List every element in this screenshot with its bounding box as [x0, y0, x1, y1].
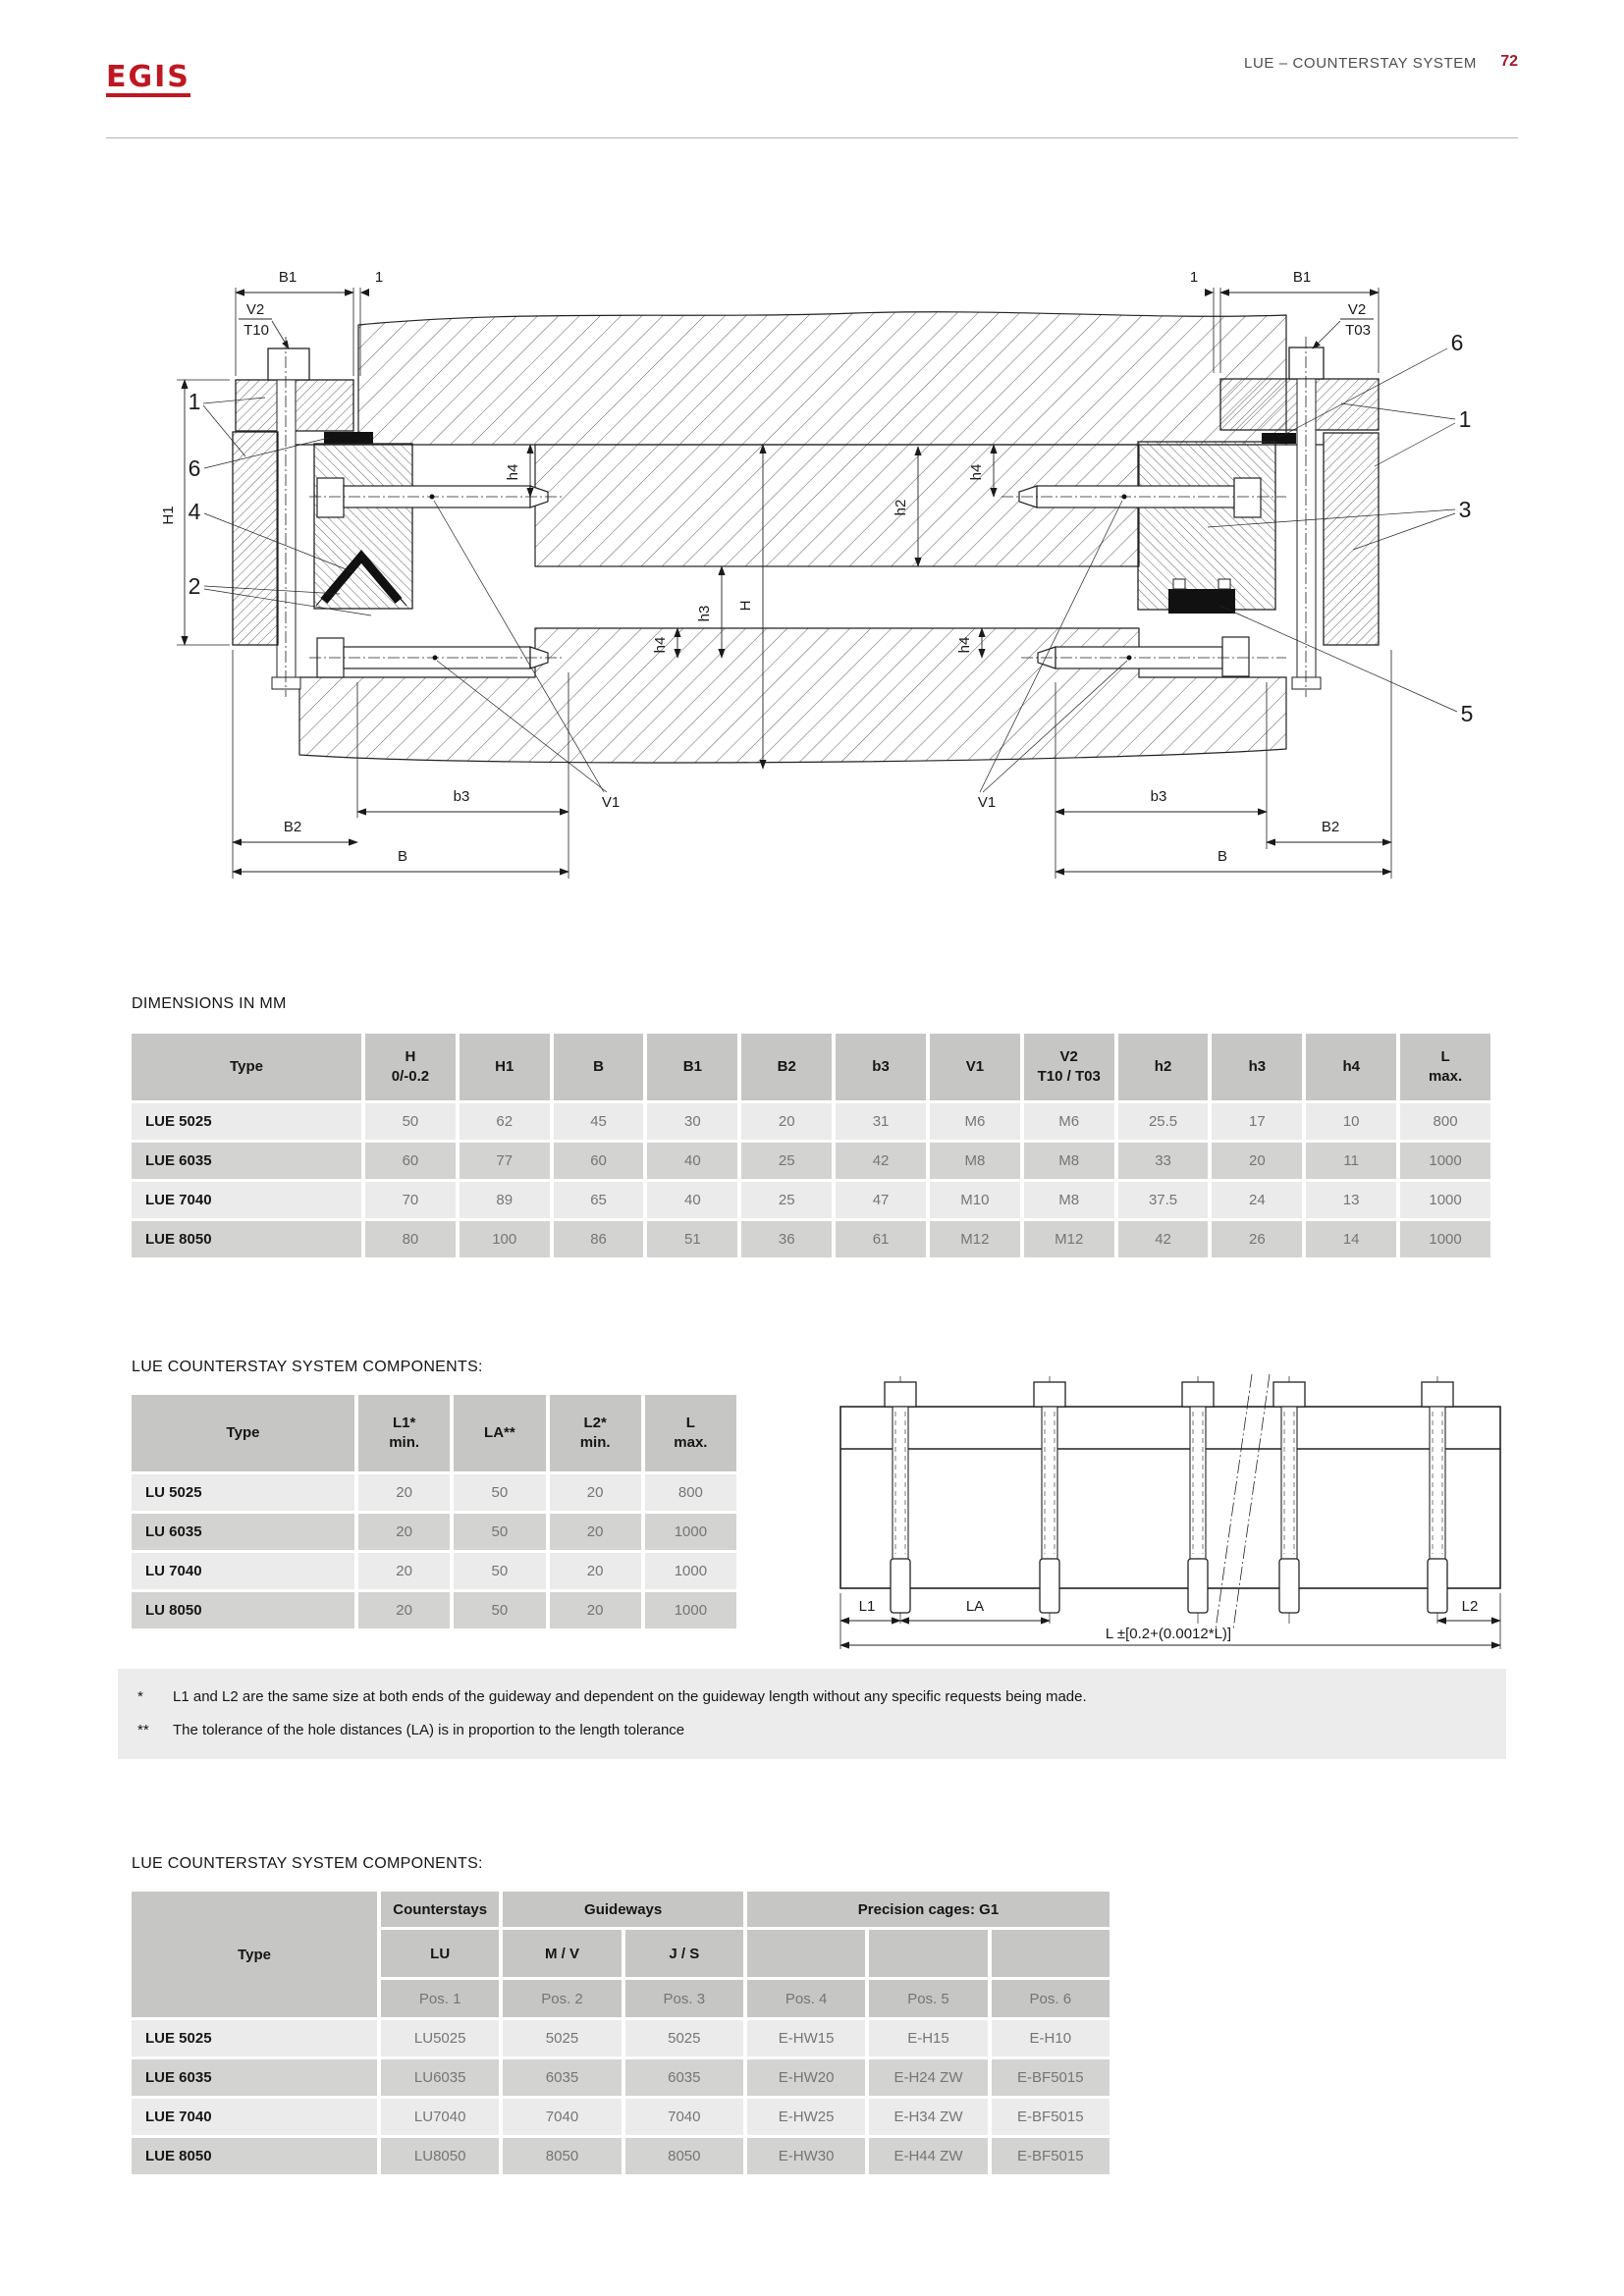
leader-dot — [433, 656, 438, 661]
position-header: Pos. 6 — [992, 1980, 1110, 2017]
guideway-stud — [1190, 1407, 1206, 1559]
seal-stud — [1173, 579, 1185, 589]
footnote-1 — [137, 1688, 1087, 1705]
right-screw-head — [1289, 347, 1324, 379]
column-header: V2 T10 / T03 — [1024, 1034, 1114, 1100]
callout-5-right: 5 — [1460, 701, 1474, 726]
column-header: L2* min. — [550, 1395, 641, 1471]
position-header: Pos. 1 — [381, 1980, 499, 2017]
leader-dot — [430, 495, 435, 500]
type-column-header: Type — [132, 1892, 377, 2017]
leader-dot — [1122, 495, 1127, 500]
value-cell: 800 — [1400, 1103, 1490, 1140]
sub-column-header — [747, 1930, 865, 1977]
left-screw-shank — [277, 380, 296, 677]
value-cell: M12 — [1024, 1221, 1114, 1257]
components-heading-2: LUE COUNTERSTAY SYSTEM COMPONENTS: — [132, 1855, 483, 1872]
dim-h4: h4 — [652, 636, 669, 654]
value-cell: 40 — [647, 1143, 737, 1179]
column-header: L max. — [645, 1395, 736, 1471]
callout-1-right: 1 — [1458, 406, 1472, 432]
column-header: h4 — [1306, 1034, 1396, 1100]
footnote-box — [118, 1669, 1506, 1759]
type-column-header: Type — [132, 1395, 354, 1471]
guideway-stud — [1279, 1559, 1299, 1613]
guideway-stud — [1281, 1407, 1297, 1559]
column-header: h3 — [1212, 1034, 1302, 1100]
label-v1-right: V1 — [977, 794, 997, 811]
left-seal — [324, 432, 373, 444]
value-cell: 11 — [1306, 1143, 1396, 1179]
dim-1-left: 1 — [374, 269, 384, 286]
column-header: V1 — [930, 1034, 1020, 1100]
column-header: B — [554, 1034, 644, 1100]
footnote-2-mark: ** — [137, 1722, 149, 1738]
dim-h4: h4 — [968, 463, 985, 481]
right-screw-shank — [1297, 379, 1316, 677]
value-cell: M8 — [1024, 1182, 1114, 1218]
sub-column-header: J / S — [625, 1930, 743, 1977]
dim-h: H — [737, 600, 754, 612]
value-cell: 20 — [550, 1474, 641, 1511]
value-cell: E-H44 ZW — [869, 2138, 987, 2174]
guideway-stud — [1042, 1407, 1057, 1559]
value-cell: 61 — [836, 1221, 926, 1257]
dim-l2: L2 — [1461, 1598, 1479, 1615]
value-cell: LU8050 — [381, 2138, 499, 2174]
position-header: Pos. 5 — [869, 1980, 987, 2017]
type-cell: LU 6035 — [132, 1514, 354, 1550]
table-row — [132, 1514, 736, 1550]
value-cell: 25 — [741, 1182, 832, 1218]
dim-1-right: 1 — [1189, 269, 1199, 286]
dim-h3: h3 — [696, 605, 713, 622]
position-header: Pos. 3 — [625, 1980, 743, 2017]
footnote-2 — [137, 1722, 684, 1738]
value-cell: E-HW30 — [747, 2138, 865, 2174]
type-cell: LUE 7040 — [132, 2099, 377, 2135]
type-cell: LU 8050 — [132, 1592, 354, 1629]
value-cell: 25 — [741, 1143, 832, 1179]
label-v2-right: V2 — [1347, 301, 1367, 318]
dim-b2-left: B2 — [283, 819, 302, 835]
dim-b1-right: B1 — [1292, 269, 1312, 286]
dim-l1: L1 — [858, 1598, 876, 1615]
table-row — [132, 1592, 736, 1629]
value-cell: 60 — [365, 1143, 456, 1179]
guideway-rail — [840, 1407, 1500, 1588]
callout-1-left: 1 — [188, 389, 201, 414]
value-cell: 24 — [1212, 1182, 1302, 1218]
value-cell: 70 — [365, 1182, 456, 1218]
value-cell: 42 — [1118, 1221, 1209, 1257]
right-counterstay-plate — [1324, 433, 1379, 645]
value-cell: LU7040 — [381, 2099, 499, 2135]
guideway-stud — [1034, 1382, 1065, 1407]
value-cell: M10 — [930, 1182, 1020, 1218]
value-cell: 6035 — [503, 2059, 621, 2096]
value-cell: 13 — [1306, 1182, 1396, 1218]
callout-6-right: 6 — [1450, 330, 1464, 355]
egis-logo — [106, 60, 190, 97]
label-v1-left: V1 — [601, 794, 621, 811]
value-cell: 20 — [358, 1474, 450, 1511]
value-cell: 7040 — [625, 2099, 743, 2135]
column-header: h2 — [1118, 1034, 1209, 1100]
value-cell: 77 — [460, 1143, 550, 1179]
value-cell: 62 — [460, 1103, 550, 1140]
right-bottom-bolt-head — [1222, 637, 1249, 676]
value-cell: 30 — [647, 1103, 737, 1140]
value-cell: 50 — [454, 1514, 545, 1550]
value-cell: 20 — [550, 1592, 641, 1629]
guideway-stud — [891, 1559, 910, 1613]
type-cell: LUE 6035 — [132, 2059, 377, 2096]
value-cell: 1000 — [1400, 1182, 1490, 1218]
value-cell: 80 — [365, 1221, 456, 1257]
column-header: b3 — [836, 1034, 926, 1100]
value-cell: E-BF5015 — [992, 2099, 1110, 2135]
column-header: H1 — [460, 1034, 550, 1100]
value-cell: 86 — [554, 1221, 644, 1257]
type-cell: LUE 8050 — [132, 2138, 377, 2174]
guideway-stud — [1428, 1559, 1447, 1613]
guideway-stud — [1430, 1407, 1445, 1559]
value-cell: E-H34 ZW — [869, 2099, 987, 2135]
value-cell: E-BF5015 — [992, 2059, 1110, 2096]
value-cell: M8 — [930, 1143, 1020, 1179]
value-cell: 800 — [645, 1474, 736, 1511]
type-cell: LU 5025 — [132, 1474, 354, 1511]
guideway-stud — [1188, 1559, 1208, 1613]
dim-b2-right: B2 — [1321, 819, 1340, 835]
footnote-1-text: L1 and L2 are the same size at both ends of the guideway and dependent on the guideway length without any specific requests being made. — [173, 1688, 1087, 1705]
dim-l-formula: L ±[0.2+(0.0012*L)] — [1105, 1626, 1232, 1642]
value-cell: 1000 — [645, 1553, 736, 1589]
type-column-header: Type — [132, 1034, 361, 1100]
column-header: B2 — [741, 1034, 832, 1100]
guideway-stud — [1422, 1382, 1453, 1407]
sub-column-header — [869, 1930, 987, 1977]
value-cell: 17 — [1212, 1103, 1302, 1140]
value-cell: E-HW20 — [747, 2059, 865, 2096]
left-counterstay-plate — [233, 432, 278, 645]
value-cell: LU6035 — [381, 2059, 499, 2096]
value-cell: 40 — [647, 1182, 737, 1218]
table-row — [132, 2099, 1110, 2135]
type-cell: LUE 6035 — [132, 1143, 361, 1179]
value-cell: 6035 — [625, 2059, 743, 2096]
value-cell: E-H15 — [869, 2020, 987, 2056]
callout-2-left: 2 — [188, 573, 201, 599]
page-number: 72 — [1500, 53, 1518, 70]
header-rule — [106, 137, 1518, 138]
guideway-stud — [1273, 1382, 1305, 1407]
value-cell: 8050 — [625, 2138, 743, 2174]
value-cell: M6 — [930, 1103, 1020, 1140]
type-cell: LU 7040 — [132, 1553, 354, 1589]
value-cell: 20 — [550, 1553, 641, 1589]
value-cell: M12 — [930, 1221, 1020, 1257]
dim-b3-left: b3 — [453, 788, 470, 805]
dim-b-right: B — [1217, 848, 1228, 865]
page-title: LUE – COUNTERSTAY SYSTEM — [1244, 55, 1477, 72]
position-header: Pos. 2 — [503, 1980, 621, 2017]
label-v2-left: V2 — [245, 301, 265, 318]
seal-stud — [1218, 579, 1230, 589]
value-cell: 14 — [1306, 1221, 1396, 1257]
column-header: L1* min. — [358, 1395, 450, 1471]
value-cell: 100 — [460, 1221, 550, 1257]
value-cell: 60 — [554, 1143, 644, 1179]
table-row — [132, 1474, 736, 1511]
dimensions-table — [128, 1031, 1494, 1260]
left-screw-foot — [272, 677, 300, 689]
value-cell: 33 — [1118, 1143, 1209, 1179]
column-header: H 0/-0.2 — [365, 1034, 456, 1100]
sub-column-header — [992, 1930, 1110, 1977]
footnote-1-mark: * — [137, 1688, 143, 1705]
value-cell: 50 — [365, 1103, 456, 1140]
value-cell: 20 — [358, 1592, 450, 1629]
column-header: B1 — [647, 1034, 737, 1100]
value-cell: 50 — [454, 1474, 545, 1511]
value-cell: 20 — [358, 1514, 450, 1550]
callout-4-left: 4 — [188, 499, 201, 524]
table-row — [132, 1103, 1490, 1140]
value-cell: 20 — [550, 1514, 641, 1550]
value-cell: 42 — [836, 1143, 926, 1179]
components-table — [128, 1392, 740, 1631]
value-cell: 10 — [1306, 1103, 1396, 1140]
value-cell: 65 — [554, 1182, 644, 1218]
dim-h4: h4 — [956, 636, 973, 654]
value-cell: 5025 — [503, 2020, 621, 2056]
table-row — [132, 2138, 1110, 2174]
type-cell: LUE 5025 — [132, 1103, 361, 1140]
group-header: Guideways — [503, 1892, 743, 1927]
guideway-stud — [1182, 1382, 1214, 1407]
group-header: Counterstays — [381, 1892, 499, 1927]
guideway-stud — [885, 1382, 916, 1407]
sub-column-header: M / V — [503, 1930, 621, 1977]
value-cell: E-HW15 — [747, 2020, 865, 2056]
value-cell: LU5025 — [381, 2020, 499, 2056]
right-seal-bottom — [1168, 589, 1235, 614]
value-cell: 1000 — [645, 1592, 736, 1629]
value-cell: E-H10 — [992, 2020, 1110, 2056]
label-t10: T10 — [244, 322, 269, 339]
guideway-length-drawing — [756, 1372, 1512, 1657]
dim-b3-right: b3 — [1150, 788, 1167, 805]
footnote-2-text: The tolerance of the hole distances (LA) is in proportion to the length tolerance — [173, 1722, 685, 1738]
value-cell: 89 — [460, 1182, 550, 1218]
column-header: LA** — [454, 1395, 545, 1471]
bed-top-mass — [358, 312, 1286, 445]
type-cell: LUE 8050 — [132, 1221, 361, 1257]
position-header: Pos. 4 — [747, 1980, 865, 2017]
value-cell: 26 — [1212, 1221, 1302, 1257]
value-cell: E-H24 ZW — [869, 2059, 987, 2096]
value-cell: 47 — [836, 1182, 926, 1218]
dim-b-left: B — [397, 848, 408, 865]
right-top-bolt-head — [1234, 478, 1261, 517]
left-top-bolt-head — [317, 478, 344, 517]
value-cell: 1000 — [645, 1514, 736, 1550]
label-t03: T03 — [1345, 322, 1371, 339]
value-cell: 20 — [358, 1553, 450, 1589]
value-cell: 1000 — [1400, 1143, 1490, 1179]
table-row — [132, 2059, 1110, 2096]
value-cell: M6 — [1024, 1103, 1114, 1140]
dim-b1-left: B1 — [278, 269, 298, 286]
counterstay-cross-section-drawing — [108, 162, 1512, 893]
sub-column-header: LU — [381, 1930, 499, 1977]
value-cell: 51 — [647, 1221, 737, 1257]
value-cell: 25.5 — [1118, 1103, 1209, 1140]
value-cell: 36 — [741, 1221, 832, 1257]
dim-la: LA — [965, 1598, 985, 1615]
table-row — [132, 1221, 1490, 1257]
value-cell: 20 — [741, 1103, 832, 1140]
value-cell: 50 — [454, 1592, 545, 1629]
dim-h1: H1 — [160, 506, 177, 525]
group-header: Precision cages: G1 — [747, 1892, 1110, 1927]
value-cell: 45 — [554, 1103, 644, 1140]
table-row — [132, 1553, 736, 1589]
value-cell: 20 — [1212, 1143, 1302, 1179]
table-row — [132, 1143, 1490, 1179]
value-cell: 5025 — [625, 2020, 743, 2056]
value-cell: 31 — [836, 1103, 926, 1140]
guideway-stud — [893, 1407, 908, 1559]
value-cell: 7040 — [503, 2099, 621, 2135]
right-cage-block — [1138, 442, 1275, 610]
value-cell: E-HW25 — [747, 2099, 865, 2135]
left-cage-block — [314, 444, 412, 609]
column-header: L max. — [1400, 1034, 1490, 1100]
guideway-stud — [1040, 1559, 1059, 1613]
value-cell: 8050 — [503, 2138, 621, 2174]
table-row — [132, 2020, 1110, 2056]
table-row — [132, 1182, 1490, 1218]
left-screw-head — [268, 348, 309, 380]
leader-dot — [1127, 656, 1132, 661]
value-cell: 1000 — [1400, 1221, 1490, 1257]
dim-h4: h4 — [505, 463, 521, 481]
egis-logo-text: EGIS — [106, 60, 190, 94]
value-cell: 50 — [454, 1553, 545, 1589]
callout-3-right: 3 — [1458, 497, 1472, 522]
dim-h2: h2 — [893, 499, 909, 516]
value-cell: M8 — [1024, 1143, 1114, 1179]
components-heading-1: LUE COUNTERSTAY SYSTEM COMPONENTS: — [132, 1359, 483, 1375]
value-cell: E-BF5015 — [992, 2138, 1110, 2174]
value-cell: 37.5 — [1118, 1182, 1209, 1218]
callout-6-left: 6 — [188, 455, 201, 481]
dimensions-heading: DIMENSIONS IN MM — [132, 995, 287, 1012]
right-screw-foot — [1292, 677, 1321, 689]
type-cell: LUE 7040 — [132, 1182, 361, 1218]
type-cell: LUE 5025 — [132, 2020, 377, 2056]
components-order-table — [128, 1889, 1113, 2177]
